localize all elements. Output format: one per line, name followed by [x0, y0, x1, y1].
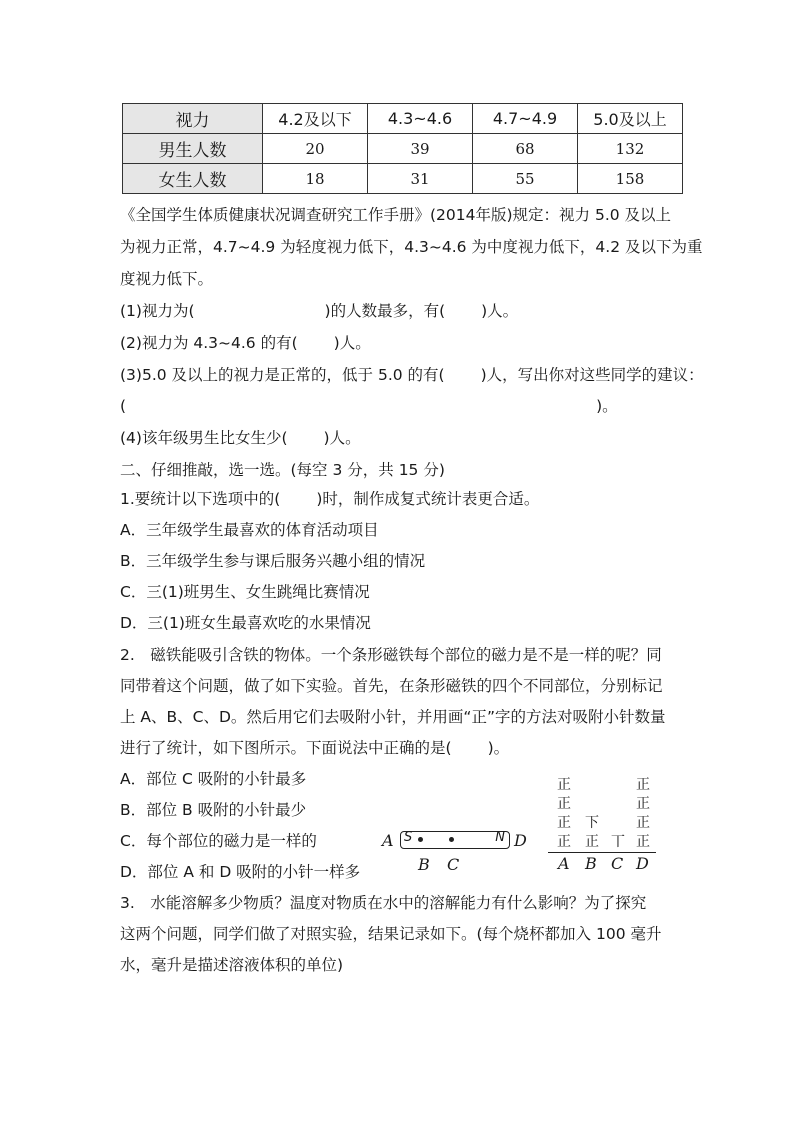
- mc3-stem-line: 水，毫升是描述溶液体积的单位): [120, 956, 344, 974]
- dot-c: [449, 837, 454, 842]
- question-text: (3)5.0 及以上的视力是正常的，低于 5.0 的有(: [120, 366, 445, 384]
- tally-mark: 正: [636, 796, 650, 812]
- table-cell: 18: [263, 164, 368, 194]
- table-cell: 158: [578, 164, 683, 194]
- question-text: (: [120, 397, 127, 415]
- mc2-option-b[interactable]: B．部位 B 吸附的小针最少: [120, 801, 307, 819]
- magnet-figure: [378, 826, 538, 876]
- label-c: C: [447, 855, 460, 874]
- label-d: D: [514, 831, 527, 850]
- question-text: )人。: [333, 334, 371, 352]
- tally-column-a: [554, 770, 574, 852]
- tally-mark: 正: [636, 777, 650, 793]
- tally-label-b: B: [585, 854, 597, 873]
- mc3-stem-line: 这两个问题，同学们做了对照实验，结果记录如下。(每个烧杯都加入 100 毫升: [120, 925, 662, 943]
- table-row: [123, 134, 683, 164]
- tally-mark: 正: [557, 815, 571, 831]
- dot-b: [418, 837, 423, 842]
- question-text: )人。: [481, 302, 519, 320]
- table-cell: 39: [368, 134, 473, 164]
- question-text: )人，写出你对这些同学的建议：: [480, 366, 704, 384]
- tally-mark: 正: [585, 834, 599, 850]
- mc2-option-c[interactable]: C．每个部位的磁力是一样的: [120, 832, 317, 850]
- mc2-option-d[interactable]: D．部位 A 和 D 吸附的小针一样多: [120, 863, 361, 881]
- eyesight-table: [122, 103, 683, 194]
- tally-baseline: [548, 852, 656, 853]
- question-text: )。: [487, 739, 510, 757]
- paragraph-line: 为视力正常，4.7~4.9 为轻度视力低下，4.3~4.6 为中度视力低下，4.2 及以下为重: [120, 238, 703, 256]
- section-heading: 二、仔细推敲，选一选。(每空 3 分，共 15 分): [120, 461, 445, 479]
- mc2-stem-line: 同带着这个问题，做了如下实验。首先，在条形磁铁的四个不同部位，分别标记: [120, 677, 663, 695]
- question-text: )。: [596, 397, 618, 415]
- table-header-cell: 4.3~4.6: [368, 104, 473, 134]
- question-text: (2)视力为 4.3~4.6 的有(: [120, 334, 298, 352]
- paragraph-line: 度视力低下。: [120, 270, 214, 288]
- tally-column-b: [582, 770, 602, 852]
- tally-chart: [548, 770, 658, 875]
- mc1-option-c[interactable]: C．三(1)班男生、女生跳绳比赛情况: [120, 583, 370, 601]
- question-text: )的人数最多，有(: [324, 302, 446, 320]
- question-1: [120, 301, 518, 321]
- tally-mark: 正: [557, 777, 571, 793]
- table-header-row: [123, 104, 683, 134]
- tally-label-c: C: [611, 854, 624, 873]
- mc2-option-a[interactable]: A．部位 C 吸附的小针最多: [120, 770, 307, 788]
- mc1-stem: [120, 489, 539, 509]
- table-cell: 55: [473, 164, 578, 194]
- question-text: 1.要统计以下选项中的(: [120, 490, 281, 508]
- bar-magnet: [400, 831, 510, 849]
- table-cell: 20: [263, 134, 368, 164]
- tally-mark: 正: [636, 834, 650, 850]
- table-cell: 132: [578, 134, 683, 164]
- question-text: 进行了统计，如下图所示。下面说法中正确的是(: [120, 739, 452, 757]
- table-header-cell: 5.0及以上: [578, 104, 683, 134]
- question-text: )时，制作成复式统计表更合适。: [316, 490, 540, 508]
- tally-mark: 正: [557, 834, 571, 850]
- label-a: A: [382, 831, 394, 850]
- question-2: [120, 333, 371, 353]
- mc1-option-a[interactable]: A．三年级学生最喜欢的体育活动项目: [120, 521, 379, 539]
- pole-n: N: [495, 830, 505, 845]
- table-cell: 68: [473, 134, 578, 164]
- tally-column-d: [633, 770, 653, 852]
- tally-mark: 下: [585, 815, 599, 831]
- paragraph-line: 《全国学生体质健康状况调查研究工作手册》(2014年版)规定：视力 5.0 及以上: [120, 206, 672, 224]
- question-3: [120, 365, 704, 385]
- tally-label-a: A: [558, 854, 570, 873]
- row-label: 男生人数: [123, 134, 263, 164]
- mc3-stem-line: 3. 水能溶解多少物质？温度对物质在水中的溶解能力有什么影响？为了探究: [120, 894, 647, 912]
- tally-mark: 丅: [611, 834, 625, 850]
- question-3-continued: [120, 396, 618, 416]
- mc2-stem-line: 2. 磁铁能吸引含铁的物体。一个条形磁铁每个部位的磁力是不是一样的呢？同: [120, 646, 662, 664]
- tally-mark: 正: [557, 796, 571, 812]
- row-label: 女生人数: [123, 164, 263, 194]
- table-row: [123, 164, 683, 194]
- label-b: B: [418, 855, 430, 874]
- table-header-cell: 4.7~4.9: [473, 104, 578, 134]
- mc2-stem-line: [120, 738, 509, 758]
- mc2-stem-line: 上 A、B、C、D。然后用它们去吸附小针，并用画“正”字的方法对吸附小针数量: [120, 708, 666, 726]
- tally-column-c: [608, 770, 628, 852]
- table-cell: 31: [368, 164, 473, 194]
- question-text: (4)该年级男生比女生少(: [120, 429, 288, 447]
- pole-s: S: [404, 830, 413, 845]
- question-4: [120, 428, 361, 448]
- tally-mark: 正: [636, 815, 650, 831]
- tally-label-d: D: [636, 854, 649, 873]
- mc1-option-b[interactable]: B．三年级学生参与课后服务兴趣小组的情况: [120, 552, 426, 570]
- question-text: )人。: [323, 429, 361, 447]
- mc1-option-d[interactable]: D．三(1)班女生最喜欢吃的水果情况: [120, 614, 371, 632]
- question-text: (1)视力为(: [120, 302, 195, 320]
- table-header-cell: 视力: [123, 104, 263, 134]
- table-header-cell: 4.2及以下: [263, 104, 368, 134]
